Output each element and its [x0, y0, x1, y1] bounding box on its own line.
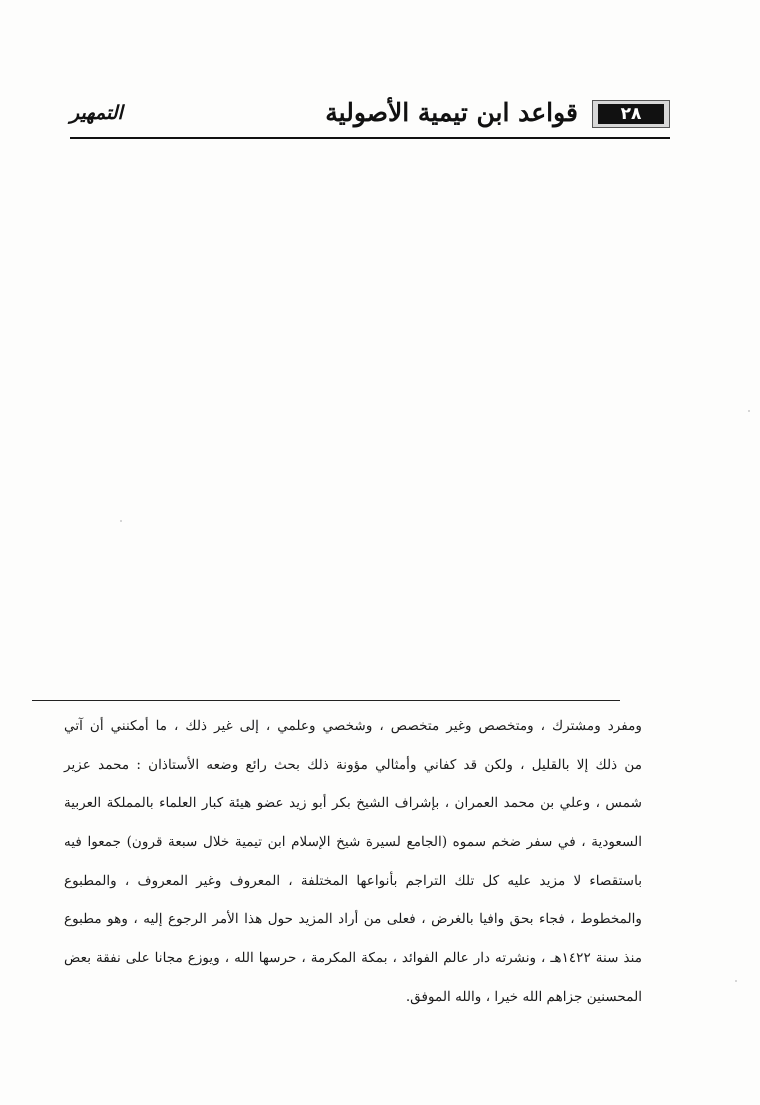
page-number: ٢٨ [598, 104, 664, 124]
footnote-divider [32, 700, 620, 701]
scan-speck [748, 410, 750, 412]
footnote-line: منذ سنة ١٤٢٢هـ ، ونشرته دار عالم الفوائد ، بمكة المكرمة ، حرسها الله ، ويوزع مجانا على نفقة بعض [64, 950, 643, 967]
scan-speck [120, 520, 122, 522]
footnote-line: السعودية ، في سفر ضخم سموه (الجامع لسيرة شيخ الإسلام ابن تيمية خلال سبعة قرون) جمعوا فيه [64, 834, 642, 851]
footnote-line: من ذلك إلا بالقليل ، ولكن قد كفاني وأمثالي مؤونة ذلك بحث رائع وضعه الأستاذان : محمد عزير [64, 756, 642, 773]
footnote-line: والمخطوط ، فجاء بحق وافيا بالغرض ، فعلى من أراد المزيد حول هذا الأمر الرجوع إليه ، وهو مطبوع [64, 911, 642, 928]
scan-speck [735, 980, 737, 982]
page-header [70, 92, 670, 136]
footnote-line: ومفرد ومشترك ، ومتخصص وغير متخصص ، وشخصي وعلمي ، إلى غير ذلك ، ما أمكنني أن آتي [64, 718, 642, 734]
footnote-line: المحسنين جزاهم الله خيرا ، والله الموفق. [405, 988, 642, 1005]
footnote-line: باستقصاء لا مزيد عليه كل تلك التراجم بأنواعها المختلفة ، المعروف وغير المعروف ، والمطبوع [64, 872, 642, 889]
book-title: قواعد ابن تيمية الأصولية [325, 98, 578, 127]
publisher-logo: التمهير [70, 102, 123, 124]
footnote-text [64, 707, 642, 1017]
header-divider [70, 137, 670, 139]
footnote-line: شمس ، وعلي بن محمد العمران ، بإشراف الشيخ بكر أبو زيد عضو هيئة كبار العلماء بالمملكة العربية [64, 795, 642, 812]
page-number-badge [592, 100, 670, 128]
